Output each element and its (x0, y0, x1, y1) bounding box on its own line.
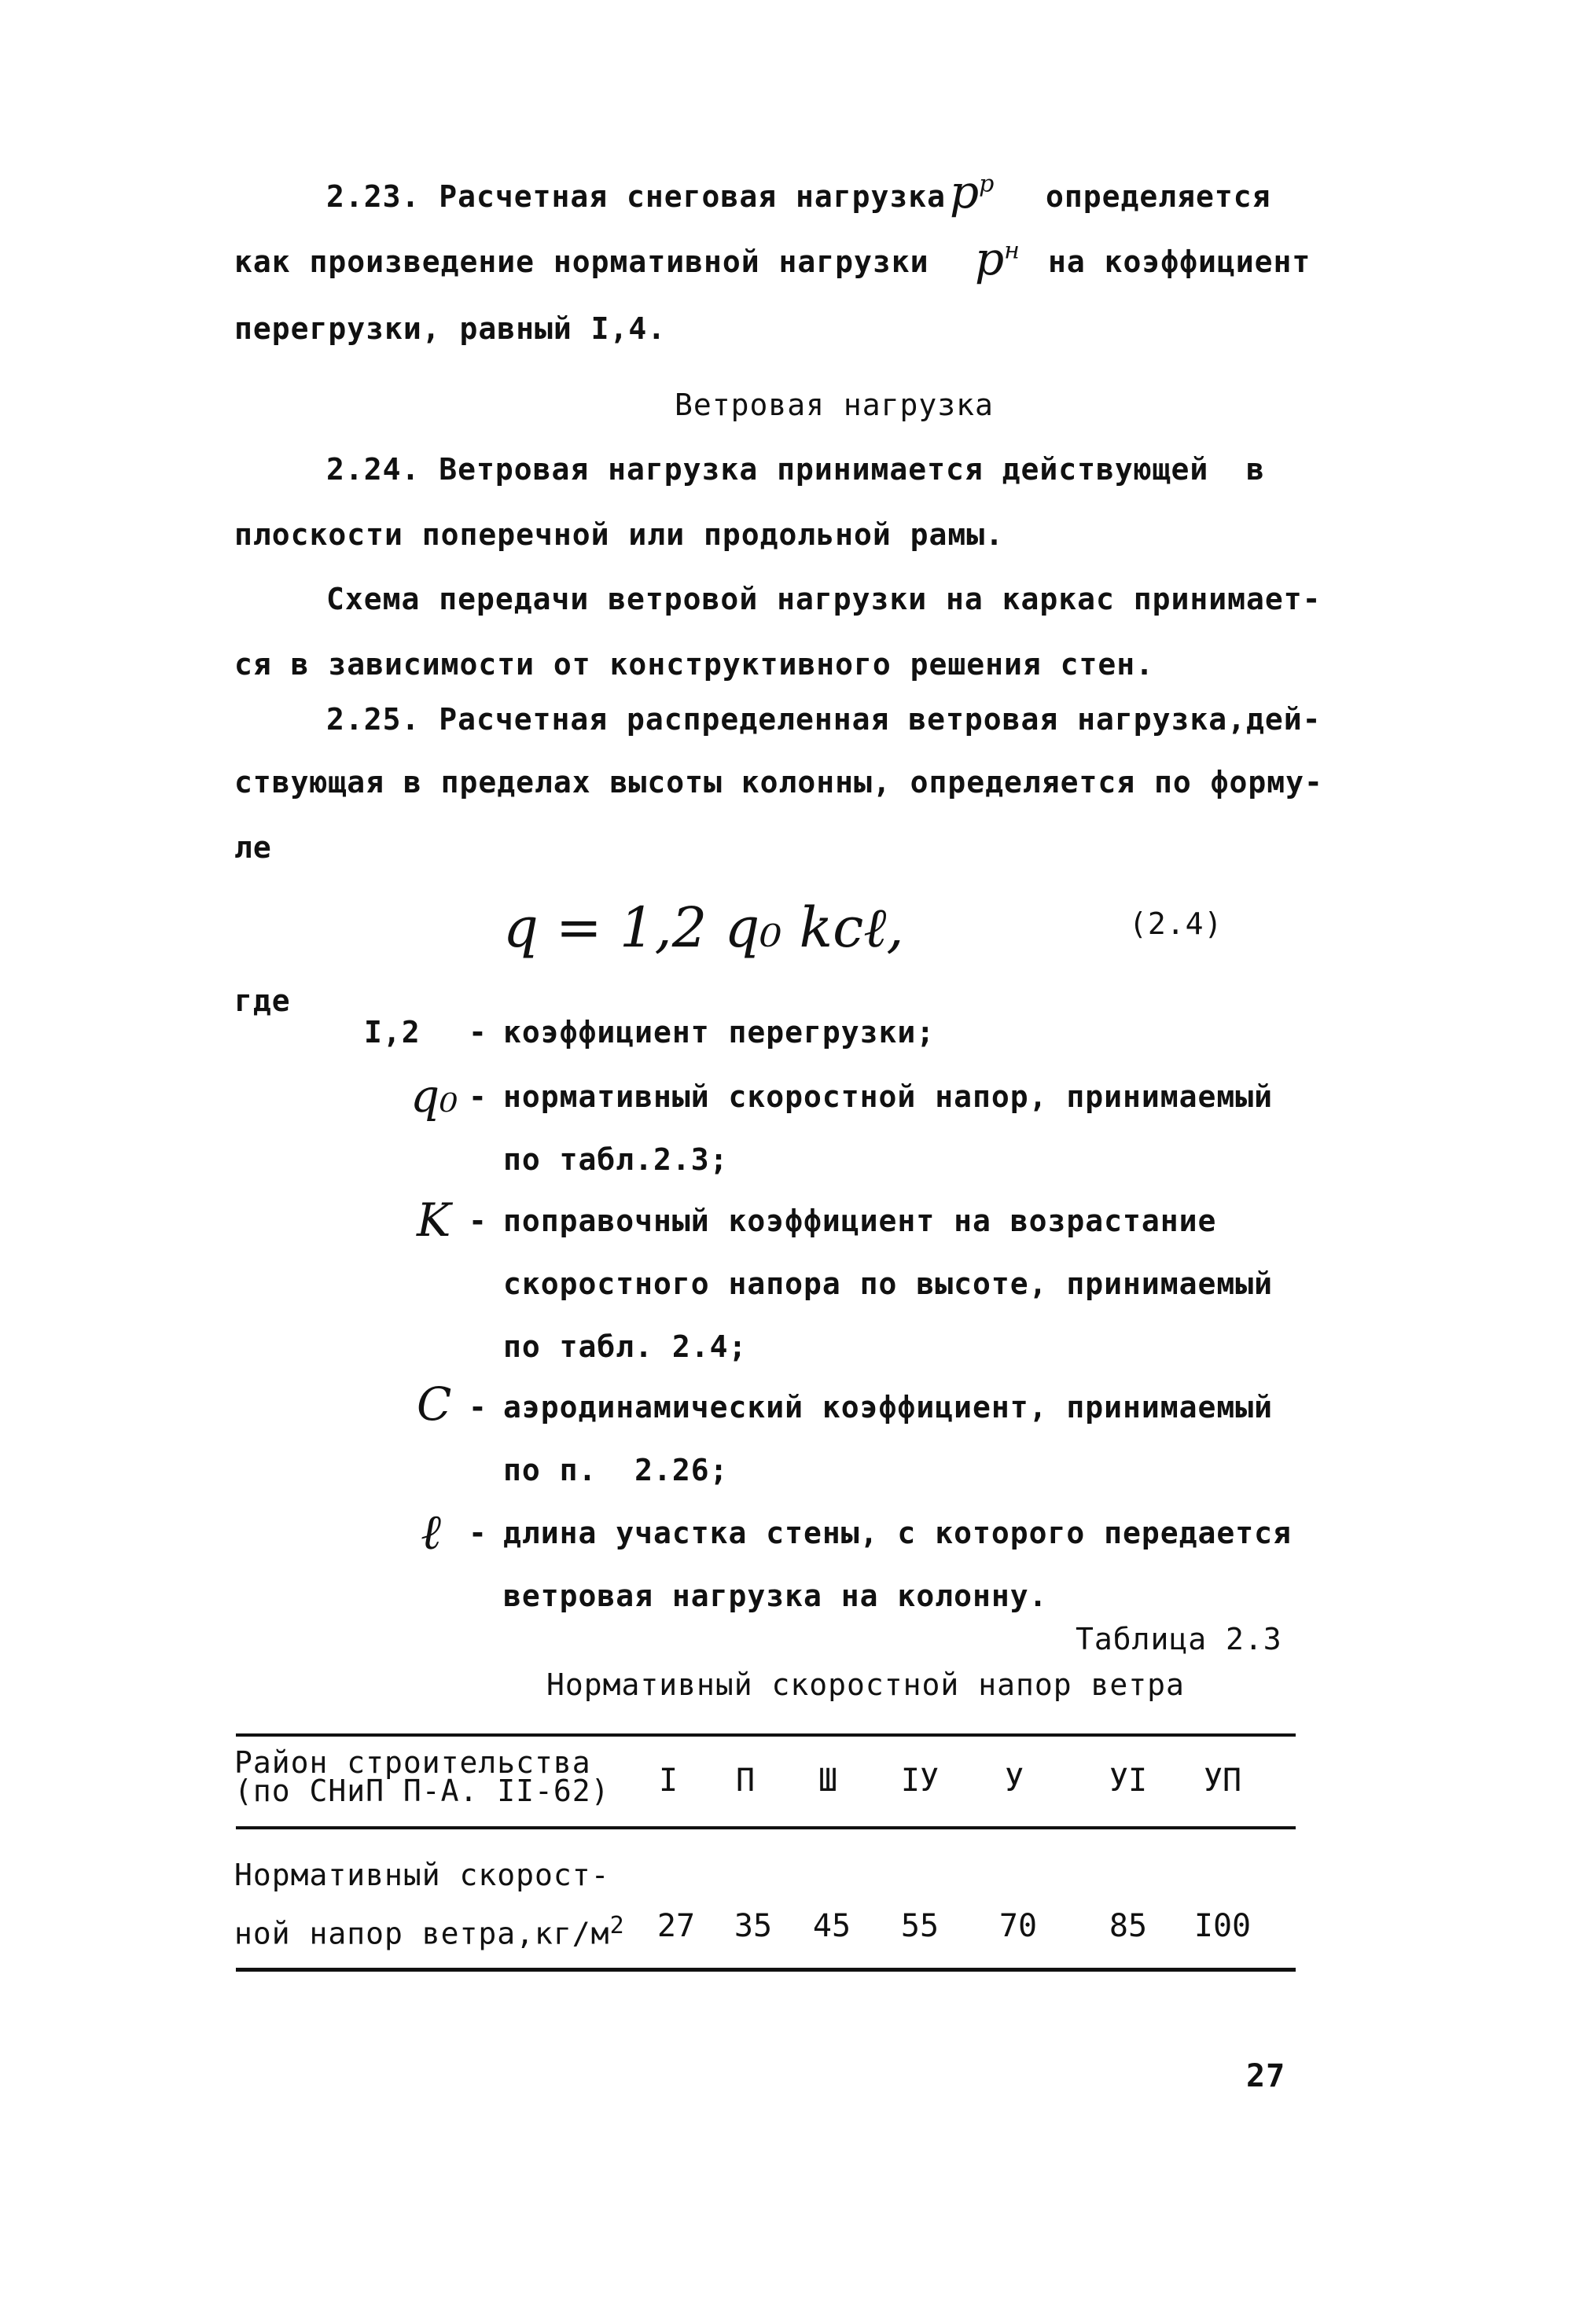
para-scheme-line1: Схема передачи ветровой нагрузки на каркас принимает- (326, 582, 1322, 616)
def-k-line2: скоростного напора по высоте, принимаемый (503, 1266, 1273, 1301)
table-col-header: УI (1109, 1763, 1148, 1799)
def-dash: - (469, 1015, 487, 1050)
para-2-23-line3: перегрузки, равный I,4. (234, 311, 667, 346)
table-col-header: I (658, 1763, 678, 1799)
table-cell-value: I00 (1193, 1908, 1252, 1944)
section-heading: Ветровая нагрузка (675, 388, 994, 422)
para-scheme-line2: ся в зависимости от конструктивного решения стен. (234, 647, 1155, 682)
para-2-23-line2-start: как произведение нормативной нагрузки (234, 244, 929, 279)
def-symbol-overload: I,2 (364, 1015, 421, 1050)
def-c-line2: по п. 2.26; (503, 1453, 729, 1487)
def-symbol-k: K (417, 1193, 451, 1247)
para-2-25-line1: 2.25. Расчетная распределенная ветровая нагрузка,дей- (326, 702, 1322, 737)
para-2-23-line1-start: 2.23. Расчетная снеговая нагрузка (326, 179, 946, 214)
def-dash: - (469, 1390, 487, 1425)
def-k-line3: по табл. 2.4; (503, 1329, 748, 1364)
def-c-line1: аэродинамический коэффициент, принимаемый (503, 1390, 1273, 1425)
para-2-24-line1: 2.24. Ветровая нагрузка принимается действующей в (326, 452, 1265, 487)
table-cell-value: 27 (656, 1908, 696, 1944)
def-dash: - (469, 1516, 487, 1550)
table-bottom-rule (236, 1968, 1296, 1972)
def-dash: - (469, 1079, 487, 1114)
table-title: Нормативный скоростной напор ветра (546, 1667, 1185, 1702)
table-col-header: У (1004, 1763, 1024, 1799)
def-k-line1: поправочный коэффициент на возрастание (503, 1204, 1217, 1238)
where-label: где (234, 983, 291, 1018)
para-2-25-line3: ле (234, 830, 272, 865)
def-dash: - (469, 1204, 487, 1238)
def-overload-line1: коэффициент перегрузки; (503, 1015, 936, 1050)
para-2-23-line1-end: определяется (1046, 179, 1271, 214)
def-symbol-c: C (417, 1377, 452, 1431)
formula-number: (2.4) (1129, 906, 1223, 941)
def-l-line1: длина участка стены, с которого передается (503, 1516, 1292, 1550)
table-header-rule (236, 1826, 1296, 1829)
table-col-header: Ш (818, 1763, 838, 1799)
table-header-label-line2: (по СНиП П-А. II-62) (234, 1774, 610, 1808)
para-2-25-line2: ствующая в пределах высоты колонны, определяется по форму- (234, 765, 1323, 800)
para-2-24-line2: плоскости поперечной или продольной рамы. (234, 517, 1004, 552)
table-row-label-line2: ной напор $ветра,кг/м^2$ (234, 1912, 625, 1951)
table-header-label-line1: Район строительства (234, 1745, 591, 1780)
table-col-header: IУ (900, 1763, 940, 1799)
table-cell-value: 70 (998, 1908, 1038, 1944)
def-symbol-q0: q₀ (410, 1069, 458, 1123)
table-label: Таблица 2.3 (1076, 1622, 1282, 1656)
def-l-line2: ветровая нагрузка на колонну. (503, 1579, 1048, 1613)
table-top-rule (236, 1733, 1296, 1737)
table-cell-value: 85 (1109, 1908, 1148, 1944)
symbol-p-normative: $p^н$ (975, 232, 1020, 285)
table-col-header: П (735, 1763, 756, 1799)
formula-2-4: q = 1,2 q₀ kcℓ, (503, 895, 904, 960)
symbol-p-design: $p^р$ (950, 165, 995, 219)
table-cell-value: 55 (900, 1908, 940, 1944)
def-q0-line1: нормативный скоростной напор, принимаемый (503, 1079, 1273, 1114)
table-row-label-line1: Нормативный скорост- (234, 1858, 610, 1892)
def-q0-line2: по табл.2.3; (503, 1142, 729, 1177)
page-number: 27 (1246, 2058, 1286, 2094)
table-col-header: УП (1203, 1763, 1242, 1799)
table-cell-value: 35 (734, 1908, 773, 1944)
table-cell-value: 45 (812, 1908, 851, 1944)
def-symbol-l: ℓ (421, 1503, 441, 1561)
para-2-23-line2-end: на коэффициент (1048, 244, 1311, 279)
